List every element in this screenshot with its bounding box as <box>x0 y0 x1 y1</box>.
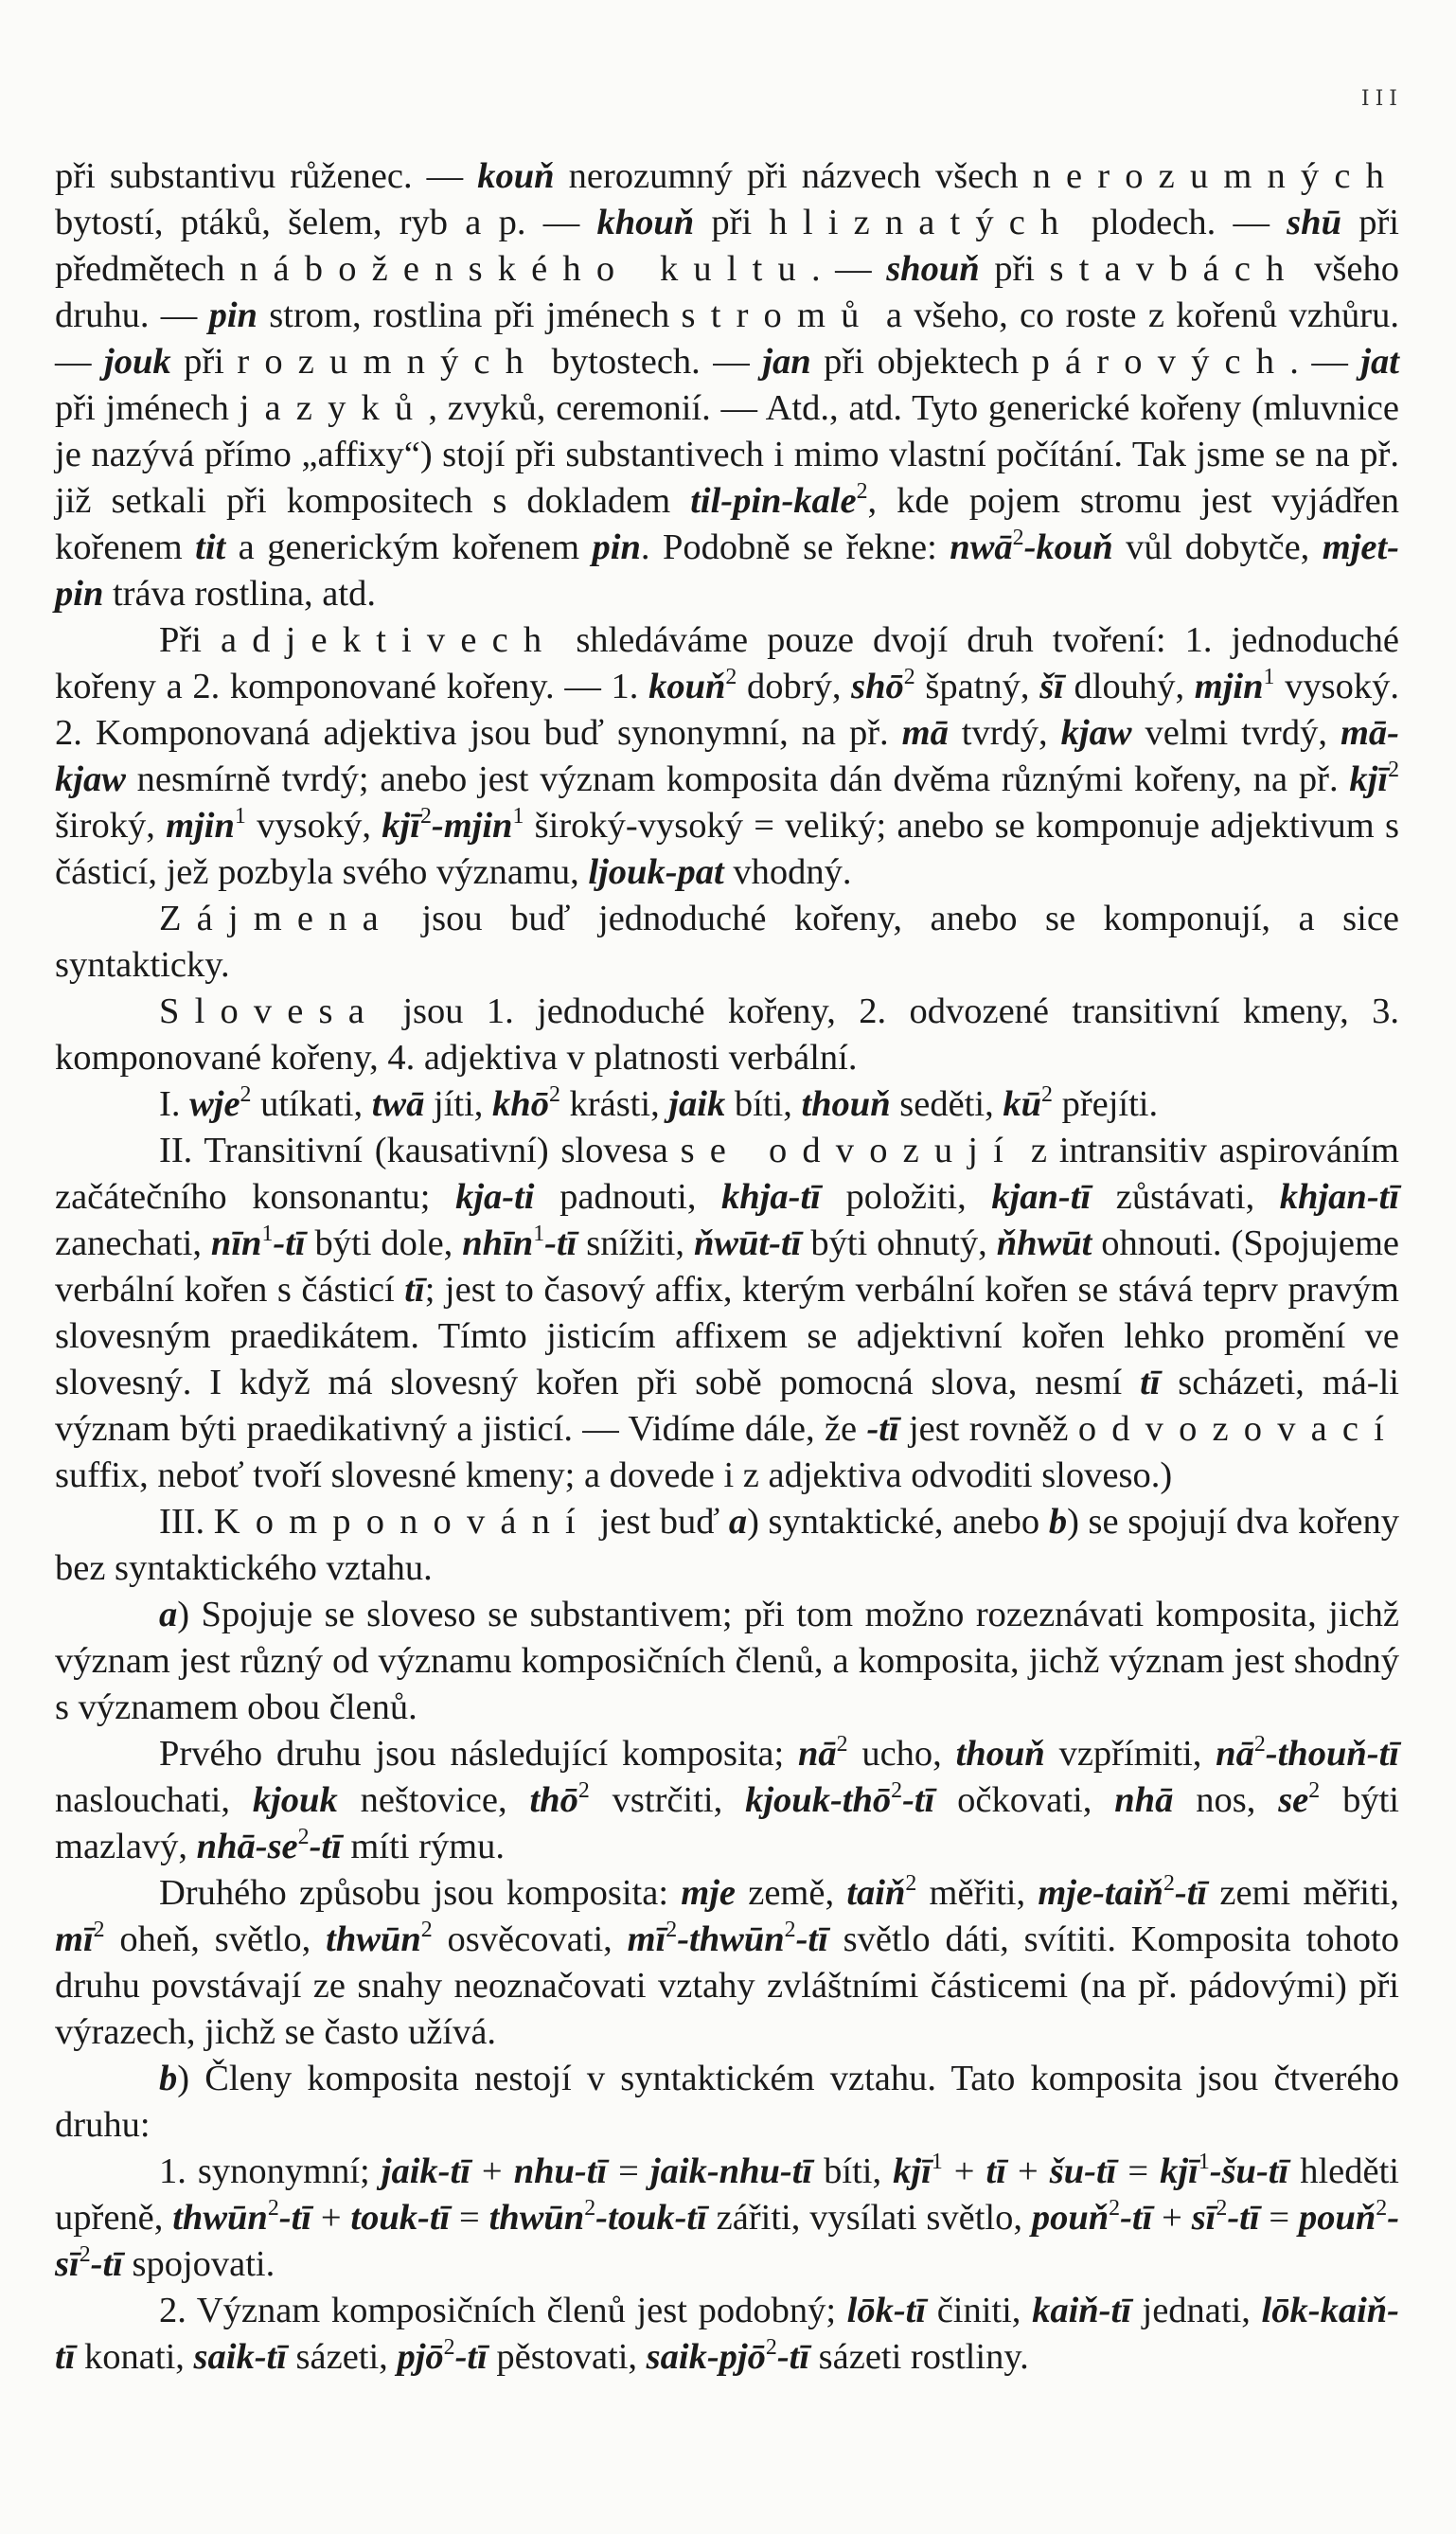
text-run: přejíti. <box>1052 1084 1159 1124</box>
spaced-emphasis: náboženského kultu <box>240 249 811 289</box>
superscript: 2 <box>443 2335 455 2361</box>
paragraph <box>55 1592 1399 1731</box>
italic-term: taiň <box>846 1873 906 1913</box>
italic-term: -tī <box>1174 1873 1208 1913</box>
italic-term: khja-tī <box>721 1177 821 1217</box>
italic-term: mjet-pin <box>55 527 1399 614</box>
text-run: + <box>1152 2198 1192 2238</box>
italic-term: b <box>159 2059 178 2098</box>
text-run: suffix, neboť tvoří slovesné kmeny; a dovede i z adjektiva odvoditi sloveso.) <box>55 1455 1173 1495</box>
text-run: jednati, <box>1130 2291 1262 2330</box>
text-run: země, <box>736 1873 847 1913</box>
italic-term: -sī <box>55 2198 1400 2284</box>
text-run: strom, rostlina při jménech <box>257 295 682 335</box>
italic-term: shū <box>1287 203 1341 242</box>
text-run: = <box>450 2198 489 2238</box>
italic-term: tī <box>404 1270 425 1310</box>
italic-term: -thouň-tī <box>1265 1734 1399 1774</box>
text-run: ) se spojují dva kořeny bez syntaktického vztahu. <box>55 1502 1399 1588</box>
text-run: nos, <box>1173 1780 1279 1820</box>
italic-term: mjin <box>1194 667 1264 706</box>
text-run: při jménech <box>55 388 240 428</box>
text-run: sázeti rostliny. <box>809 2337 1029 2377</box>
italic-term: kjouk <box>252 1780 338 1820</box>
text-run: . — <box>1289 342 1361 382</box>
text-run: jest rovněž <box>898 1409 1078 1449</box>
text-run: nerozumný při názvech všech <box>554 156 1033 196</box>
italic-term: kjan-tī <box>991 1177 1092 1217</box>
text-run: býti mazlavý, <box>55 1780 1399 1866</box>
text-run: při objektech <box>810 342 1032 382</box>
italic-term: thwūn <box>326 1919 421 1959</box>
italic-term: -kouň <box>1023 527 1113 567</box>
text-run: jest buď <box>590 1502 729 1542</box>
text-run: scházeti, má-li význam býti praedikativný a jisticí. — Vidíme dále, že <box>55 1363 1400 1449</box>
italic-term: khō <box>492 1084 549 1124</box>
paragraph <box>55 2149 1399 2288</box>
superscript: 2 <box>420 1918 433 1943</box>
text-run: = <box>1116 2151 1161 2191</box>
text-run: všeho druhu. — <box>55 249 1399 335</box>
italic-term: sī <box>1191 2198 1216 2238</box>
spaced-emphasis: odvozovací <box>1077 1409 1400 1449</box>
text-run: pěstovati, <box>487 2337 647 2377</box>
text-run: činiti, <box>926 2291 1033 2330</box>
superscript: 1 <box>512 804 524 830</box>
italic-term: thwūn <box>172 2198 268 2238</box>
italic-term: kouň <box>477 156 555 196</box>
italic-term: touk-tī <box>350 2198 451 2238</box>
text-run: padnouti, <box>534 1177 722 1217</box>
italic-term: kū <box>1003 1084 1041 1124</box>
text-run: zůstávati, <box>1091 1177 1280 1217</box>
text-run: býti dole, <box>305 1223 463 1263</box>
superscript: 2 <box>240 1082 252 1108</box>
paragraph <box>55 1128 1399 1499</box>
superscript: 2 <box>548 1082 560 1108</box>
italic-term: b <box>1048 1502 1068 1542</box>
italic-term: mā <box>901 713 949 753</box>
text-run: z intransitiv aspirováním začátečního konsonantu; <box>55 1131 1399 1217</box>
italic-term: kjī <box>1349 759 1389 799</box>
italic-term: shouň <box>886 249 980 289</box>
superscript: 2 <box>836 1732 848 1758</box>
italic-term: se <box>1278 1780 1309 1820</box>
italic-term: jaik <box>668 1084 726 1124</box>
italic-term: pjō <box>397 2337 444 2377</box>
superscript: 1 <box>261 1222 274 1247</box>
superscript: 1 <box>931 2150 943 2175</box>
superscript: 2 <box>93 1918 105 1943</box>
text-run: jsou buď jednoduché kořeny, anebo se komponují, a sice syntakticky. <box>55 899 1399 985</box>
paragraph <box>55 1081 1399 1128</box>
text-run: ) Členy komposita nestojí v syntaktickém vztahu. Tato komposita jsou čtverého druhu: <box>55 2059 1399 2145</box>
italic-term: tī <box>985 2151 1006 2191</box>
superscript: 2 <box>891 1778 903 1804</box>
italic-term: shō <box>851 667 904 706</box>
italic-term: -tī <box>454 2337 488 2377</box>
italic-term: tī <box>1140 1363 1161 1402</box>
page-number: III <box>1360 87 1403 111</box>
spaced-emphasis: se odvozují <box>680 1131 1020 1170</box>
italic-term: wje <box>189 1084 240 1124</box>
italic-term: -tī <box>866 1409 899 1449</box>
italic-term: -tī <box>902 1780 935 1820</box>
spaced-emphasis: rozumných <box>237 342 540 382</box>
text-run: utíkati, <box>251 1084 372 1124</box>
italic-term: mje-taiň <box>1038 1873 1163 1913</box>
italic-term: pin <box>208 295 257 335</box>
italic-term: šī <box>1039 667 1064 706</box>
superscript: 2 <box>725 665 737 690</box>
text-run: při <box>979 249 1050 289</box>
text-run: a všeho, co roste z kořenů vzhůru. — <box>55 295 1399 382</box>
spaced-emphasis: stromů <box>681 295 875 335</box>
superscript: 2 <box>297 1825 310 1850</box>
spaced-emphasis: Zájmena <box>159 899 394 938</box>
superscript: 2 <box>1308 1778 1321 1804</box>
superscript: 2 <box>905 1871 917 1897</box>
text-run: nesmírně tvrdý; anebo jest význam komposita dán dvěma různými kořeny, na př. <box>125 759 1350 799</box>
superscript: 2 <box>79 2242 91 2268</box>
text-run: + <box>311 2198 351 2238</box>
text-run: spojovati. <box>122 2244 275 2284</box>
italic-term: kjī <box>382 806 420 846</box>
text-run: ohnouti. (Spojujeme verbální kořen s částicí <box>55 1223 1399 1310</box>
italic-term: nhīn <box>462 1223 534 1263</box>
italic-term: pouň <box>1298 2198 1376 2238</box>
italic-term: mjin <box>166 806 235 846</box>
text-run: tvrdý, <box>948 713 1061 753</box>
italic-term: jaik-nhu-tī <box>649 2151 813 2191</box>
paragraph <box>55 2056 1399 2149</box>
text-run: III. <box>159 1502 214 1542</box>
text-run: a generickým kořenem <box>225 527 593 567</box>
text-run: krásti, <box>559 1084 669 1124</box>
italic-term: -tī <box>90 2244 123 2284</box>
italic-term: kja-ti <box>455 1177 535 1217</box>
italic-term: -tī <box>795 1919 828 1959</box>
italic-term: jouk <box>104 342 171 382</box>
italic-term: -tī <box>544 1223 577 1263</box>
superscript: 2 <box>1109 2196 1121 2222</box>
text-run: osvěcovati, <box>432 1919 628 1959</box>
text-run: shledáváme pouze dvojí druh tvoření: 1. jednoduché kořeny a 2. komponované kořeny. — 1. <box>55 620 1399 706</box>
text-run: měřiti, <box>916 1873 1039 1913</box>
text-run: očkovati, <box>934 1780 1115 1820</box>
italic-term: -thwūn <box>677 1919 785 1959</box>
italic-term: pin <box>592 527 641 567</box>
superscript: 1 <box>1198 2150 1210 2175</box>
text-run: sázeti, <box>286 2337 398 2377</box>
superscript: 2 <box>1041 1082 1053 1108</box>
text-run: 1. synonymní; <box>159 2151 382 2191</box>
text-run: oheň, světlo, <box>104 1919 327 1959</box>
text-run: vůl dobytče, <box>1112 527 1323 567</box>
superscript: 2 <box>1376 2196 1388 2222</box>
italic-term: kjaw <box>1060 713 1132 753</box>
superscript: 2 <box>584 2196 596 2222</box>
italic-term: -tī <box>278 2198 311 2238</box>
italic-term: mje <box>681 1873 736 1913</box>
italic-term: -tī <box>1227 2198 1260 2238</box>
italic-term: saik-pjō <box>646 2337 766 2377</box>
italic-term: kjī <box>893 2151 932 2191</box>
spaced-emphasis: párových <box>1031 342 1290 382</box>
text-run: , kde pojem stromu jest vyjádřen kořenem <box>55 481 1399 567</box>
text-run: bíti, <box>812 2151 894 2191</box>
italic-term: nhā-se <box>196 1827 298 1866</box>
superscript: 2 <box>1012 526 1024 551</box>
italic-term: tit <box>195 527 226 567</box>
spaced-emphasis: stavbách <box>1049 249 1300 289</box>
text-run: velmi tvrdý, <box>1131 713 1341 753</box>
italic-term: ňhwūt <box>996 1223 1092 1263</box>
superscript: 2 <box>784 1918 796 1943</box>
text-run: dlouhý, <box>1063 667 1195 706</box>
text-run: při <box>170 342 238 382</box>
spaced-emphasis: nerozumných <box>1032 156 1399 196</box>
italic-term: kaiň-tī <box>1032 2291 1131 2330</box>
text-run: světlo dáti, svítiti. Komposita tohoto druhu povstávají ze snahy neoznačovati vztahy zvláštními částicemi (na př. pádovými) při výrazech, jichž se často užívá. <box>55 1919 1399 2052</box>
italic-term: thwūn <box>488 2198 585 2238</box>
text-run: Při <box>159 620 221 660</box>
text-run: jsou 1. jednoduché kořeny, 2. odvozené transitivní kmeny, 3. komponované kořeny, 4. adjektiva v platnosti verbální. <box>55 991 1399 1078</box>
superscript: 2 <box>903 665 915 690</box>
text-run: bíti, <box>725 1084 802 1124</box>
text-run: Prvého druhu jsou následující komposita; <box>159 1734 798 1774</box>
text-run: položiti, <box>820 1177 992 1217</box>
italic-term: thō <box>529 1780 578 1820</box>
italic-term: nīn <box>210 1223 262 1263</box>
spaced-emphasis: jazyků <box>239 388 429 428</box>
superscript: 2 <box>666 1918 678 1943</box>
spaced-emphasis: adjektivech <box>220 620 558 660</box>
italic-term: -mjin <box>431 806 513 846</box>
text-run: zanechati, <box>55 1223 211 1263</box>
text-run: vzpřímiti, <box>1044 1734 1216 1774</box>
italic-term: mī <box>55 1919 94 1959</box>
text-run: . — <box>810 249 887 289</box>
paragraph <box>55 2288 1399 2381</box>
superscript: 2 <box>1388 758 1399 783</box>
superscript: 2 <box>577 1778 590 1804</box>
text-run: ; jest to časový affix, kterým verbální kořen se stává teprv pravým slovesným praedikátem. Tímto jisticím affixem se adjektivní kořen lehko promění ve slovesný. I když má slovesný kořen při sobě pomocná slova, nesmí <box>55 1270 1399 1402</box>
italic-term: -tī <box>309 1827 342 1866</box>
text-run: při substantivu růženec. — <box>55 156 478 196</box>
italic-term: lōk-kaiň-tī <box>55 2291 1399 2377</box>
text-run: ) Spojuje se sloveso se substantivem; při tom možno rozeznávati komposita, jichž význam jest různý od významu komposičních členů, a komposita, jichž význam jest shodný s významem obou členů. <box>55 1595 1399 1727</box>
italic-term: til-pin-kale <box>690 481 857 521</box>
italic-term: ljouk-pat <box>588 852 724 892</box>
text-run: seděti, <box>890 1084 1003 1124</box>
italic-term: lōk-tī <box>846 2291 927 2330</box>
italic-term: nā <box>1216 1734 1254 1774</box>
italic-term: saik-tī <box>193 2337 287 2377</box>
italic-term: jan <box>762 342 811 382</box>
italic-term: a <box>728 1502 748 1542</box>
spaced-emphasis: Komponování <box>213 1502 591 1542</box>
text-run: bytostech. — <box>539 342 763 382</box>
superscript: 2 <box>1253 1732 1266 1758</box>
italic-term: nhā <box>1114 1780 1174 1820</box>
italic-term: kjī <box>1160 2151 1199 2191</box>
text-run: při předmětech <box>55 203 1399 289</box>
italic-term: nā <box>797 1734 837 1774</box>
italic-term: -tī <box>1120 2198 1153 2238</box>
superscript: 2 <box>856 479 868 505</box>
italic-term: khjan-tī <box>1279 1177 1400 1217</box>
text-run: plodech. — <box>1074 203 1287 242</box>
text-run: . Podobně se řekne: <box>640 527 950 567</box>
superscript: 2 <box>1163 1871 1175 1897</box>
text-run: vysoký, <box>245 806 382 846</box>
text-run: Druhého způsobu jsou komposita: <box>159 1873 682 1913</box>
italic-term: thouň <box>955 1734 1045 1774</box>
italic-term: kjouk-thō <box>745 1780 892 1820</box>
text-run: , zvyků, ceremonií. — Atd., atd. Tyto generické kořeny (mluvnice je nazývá přímo „affixy“) stojí při substantivech i mimo vlastní počítání. Tak jsme se na př. již setkali při kompositech s dokladem <box>55 388 1399 521</box>
text-run: naslouchati, <box>55 1780 253 1820</box>
text-run: konati, <box>75 2337 194 2377</box>
text-run: široký-vysoký = veliký; anebo se komponuje adjektivum s částicí, jež pozbyla svého významu, <box>55 806 1399 892</box>
italic-term: a <box>159 1595 178 1634</box>
text-run: špatný, <box>914 667 1040 706</box>
text-run: míti rýmu. <box>341 1827 505 1866</box>
text-run: snížiti, <box>577 1223 694 1263</box>
paragraph <box>55 1870 1399 2056</box>
text-run: + <box>1005 2151 1050 2191</box>
text-run: býti ohnutý, <box>801 1223 997 1263</box>
italic-term: kouň <box>648 667 726 706</box>
spaced-emphasis: hliznatých <box>769 203 1074 242</box>
paragraph <box>55 1731 1399 1870</box>
superscript: 2 <box>1216 2196 1228 2222</box>
italic-term: šu-tī <box>1049 2151 1117 2191</box>
superscript: 2 <box>419 804 432 830</box>
superscript: 1 <box>1263 665 1275 690</box>
italic-term: jaik-tī <box>381 2151 471 2191</box>
spaced-emphasis: Slovesa <box>159 991 380 1031</box>
text-run: = <box>1259 2198 1299 2238</box>
text-run: + <box>470 2151 514 2191</box>
italic-term: jat <box>1360 342 1399 382</box>
italic-term: pouň <box>1031 2198 1110 2238</box>
text-run: = <box>607 2151 650 2191</box>
italic-term: -touk-tī <box>595 2198 707 2238</box>
text-run: zářiti, vysílati světlo, <box>706 2198 1032 2238</box>
italic-term: khouň <box>596 203 695 242</box>
text-run: vhodný. <box>723 852 852 892</box>
paragraph <box>55 896 1399 989</box>
text-run: vysoký. 2. Komponovaná adjektiva jsou buď synonymní, na př. <box>55 667 1400 753</box>
italic-term: thouň <box>801 1084 891 1124</box>
text-run: jíti, <box>424 1084 493 1124</box>
body-text <box>55 153 1399 2381</box>
superscript: 1 <box>234 804 246 830</box>
paragraph <box>55 153 1399 617</box>
text-run: 2. Význam komposičních členů jest podobný; <box>159 2291 847 2330</box>
text-run: + <box>942 2151 986 2191</box>
italic-term: -šu-tī <box>1209 2151 1289 2191</box>
text-run: široký, <box>55 806 167 846</box>
text-run: I. <box>159 1084 190 1124</box>
italic-term: ňwūt-tī <box>693 1223 802 1263</box>
text-run: ) syntaktické, anebo <box>747 1502 1049 1542</box>
paragraph <box>55 617 1399 896</box>
text-run: při <box>694 203 770 242</box>
superscript: 2 <box>765 2335 777 2361</box>
text-run: dobrý, <box>737 667 852 706</box>
text-run: ucho, <box>847 1734 956 1774</box>
italic-term: twā <box>371 1084 425 1124</box>
paragraph <box>55 1499 1399 1592</box>
text-run: zemi měřiti, <box>1207 1873 1399 1913</box>
text-run: vstrčiti, <box>589 1780 746 1820</box>
italic-term: -tī <box>273 1223 306 1263</box>
text-run: tráva rostlina, atd. <box>103 574 376 614</box>
text-run: hleděti upřeně, <box>55 2151 1399 2238</box>
italic-term: mā-kjaw <box>55 713 1399 799</box>
italic-term: nhu-tī <box>513 2151 608 2191</box>
superscript: 2 <box>267 2196 279 2222</box>
text-run: bytostí, ptáků, šelem, ryb a p. — <box>55 203 597 242</box>
italic-term: -tī <box>776 2337 810 2377</box>
text-run: neštovice, <box>337 1780 530 1820</box>
text-run: II. Transitivní (kausativní) slovesa <box>159 1131 681 1170</box>
italic-term: nwā <box>950 527 1013 567</box>
superscript: 1 <box>533 1222 545 1247</box>
italic-term: mī <box>627 1919 666 1959</box>
paragraph <box>55 989 1399 1081</box>
